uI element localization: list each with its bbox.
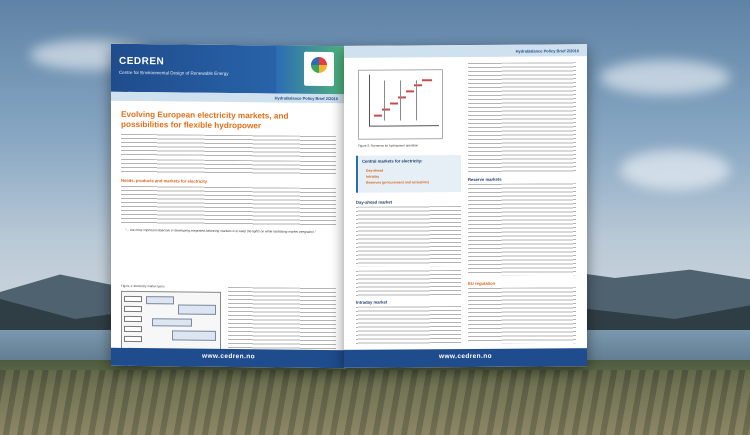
- step-line: [390, 102, 398, 104]
- column-text: [228, 287, 336, 350]
- hydrobalance-logo: [304, 52, 334, 86]
- right-page: [344, 44, 587, 368]
- scenario-figure: [358, 69, 443, 140]
- figure-block: [146, 296, 174, 304]
- section-heading: Intraday market: [356, 299, 388, 305]
- section-text: [356, 206, 461, 267]
- market-types-figure: [121, 291, 221, 354]
- org-name: CEDREN: [119, 55, 165, 68]
- callout-item: Intraday: [366, 174, 380, 179]
- figure-row: [124, 336, 142, 342]
- step-line: [406, 90, 414, 92]
- grid-line: [384, 81, 385, 121]
- page-footer: [344, 348, 587, 368]
- section-text: [121, 186, 336, 226]
- page-headline: Evolving European electricity markets, and possibilities for flexible hydropower: [121, 109, 289, 130]
- figure-caption: Figure 1: Electricity market types: [121, 283, 165, 289]
- section-heading: Day-ahead market: [356, 199, 393, 205]
- column-text: [468, 62, 576, 173]
- section-heading: EU regulation: [468, 280, 496, 286]
- cloud: [600, 60, 730, 95]
- page-footer: [111, 348, 346, 368]
- brief-bar: [344, 44, 587, 58]
- section-text: [356, 306, 461, 345]
- figure-caption: Figure 2: Scenarios for hydropower operation: [358, 143, 419, 148]
- pull-quote: "… the most important objective in developing integrated balancing markets is to keep the lights on while facilitating market integration.": [125, 227, 316, 234]
- callout-item: Day-ahead: [366, 168, 384, 173]
- section-heading: Reserve markets: [468, 176, 502, 182]
- footer-url[interactable]: www.cedren.no: [202, 352, 255, 361]
- section-heading: Needs, products and markets for electricity: [121, 177, 208, 184]
- footer-url[interactable]: www.cedren.no: [439, 352, 492, 361]
- left-page: [111, 44, 346, 368]
- callout-item: Reserves (procurement and activation): [366, 180, 429, 185]
- section-text: [468, 183, 576, 276]
- logo-mark-icon: [311, 57, 327, 73]
- cloud: [620, 150, 730, 190]
- grid-line: [416, 80, 417, 120]
- figure-row: [124, 306, 142, 312]
- intro-paragraph: [121, 134, 336, 158]
- step-line: [422, 79, 432, 81]
- figure-row: [124, 296, 142, 302]
- intro-paragraph-2: [121, 159, 336, 175]
- step-line: [374, 115, 382, 117]
- figure-block: [172, 330, 216, 340]
- figure-block: [178, 304, 216, 314]
- section-text: [356, 270, 461, 297]
- header-banner: [111, 44, 346, 94]
- brief-label: HydroBalance Policy Brief 2/2016: [515, 48, 579, 54]
- markets-callout: [356, 155, 461, 193]
- figure-axes: [369, 74, 439, 126]
- brief-label: HydroBalance Policy Brief 2/2016: [274, 95, 338, 102]
- org-full-name: Centre for Environmental Design of Renewable Energy: [119, 69, 229, 77]
- section-text: [468, 287, 576, 344]
- ground-texture: [0, 370, 750, 435]
- brief-bar: [111, 92, 346, 103]
- figure-block: [152, 318, 192, 326]
- grid-line: [400, 80, 401, 120]
- callout-title: Central markets for electricity:: [362, 158, 423, 164]
- figure-row: [124, 316, 142, 322]
- figure-row: [124, 326, 142, 332]
